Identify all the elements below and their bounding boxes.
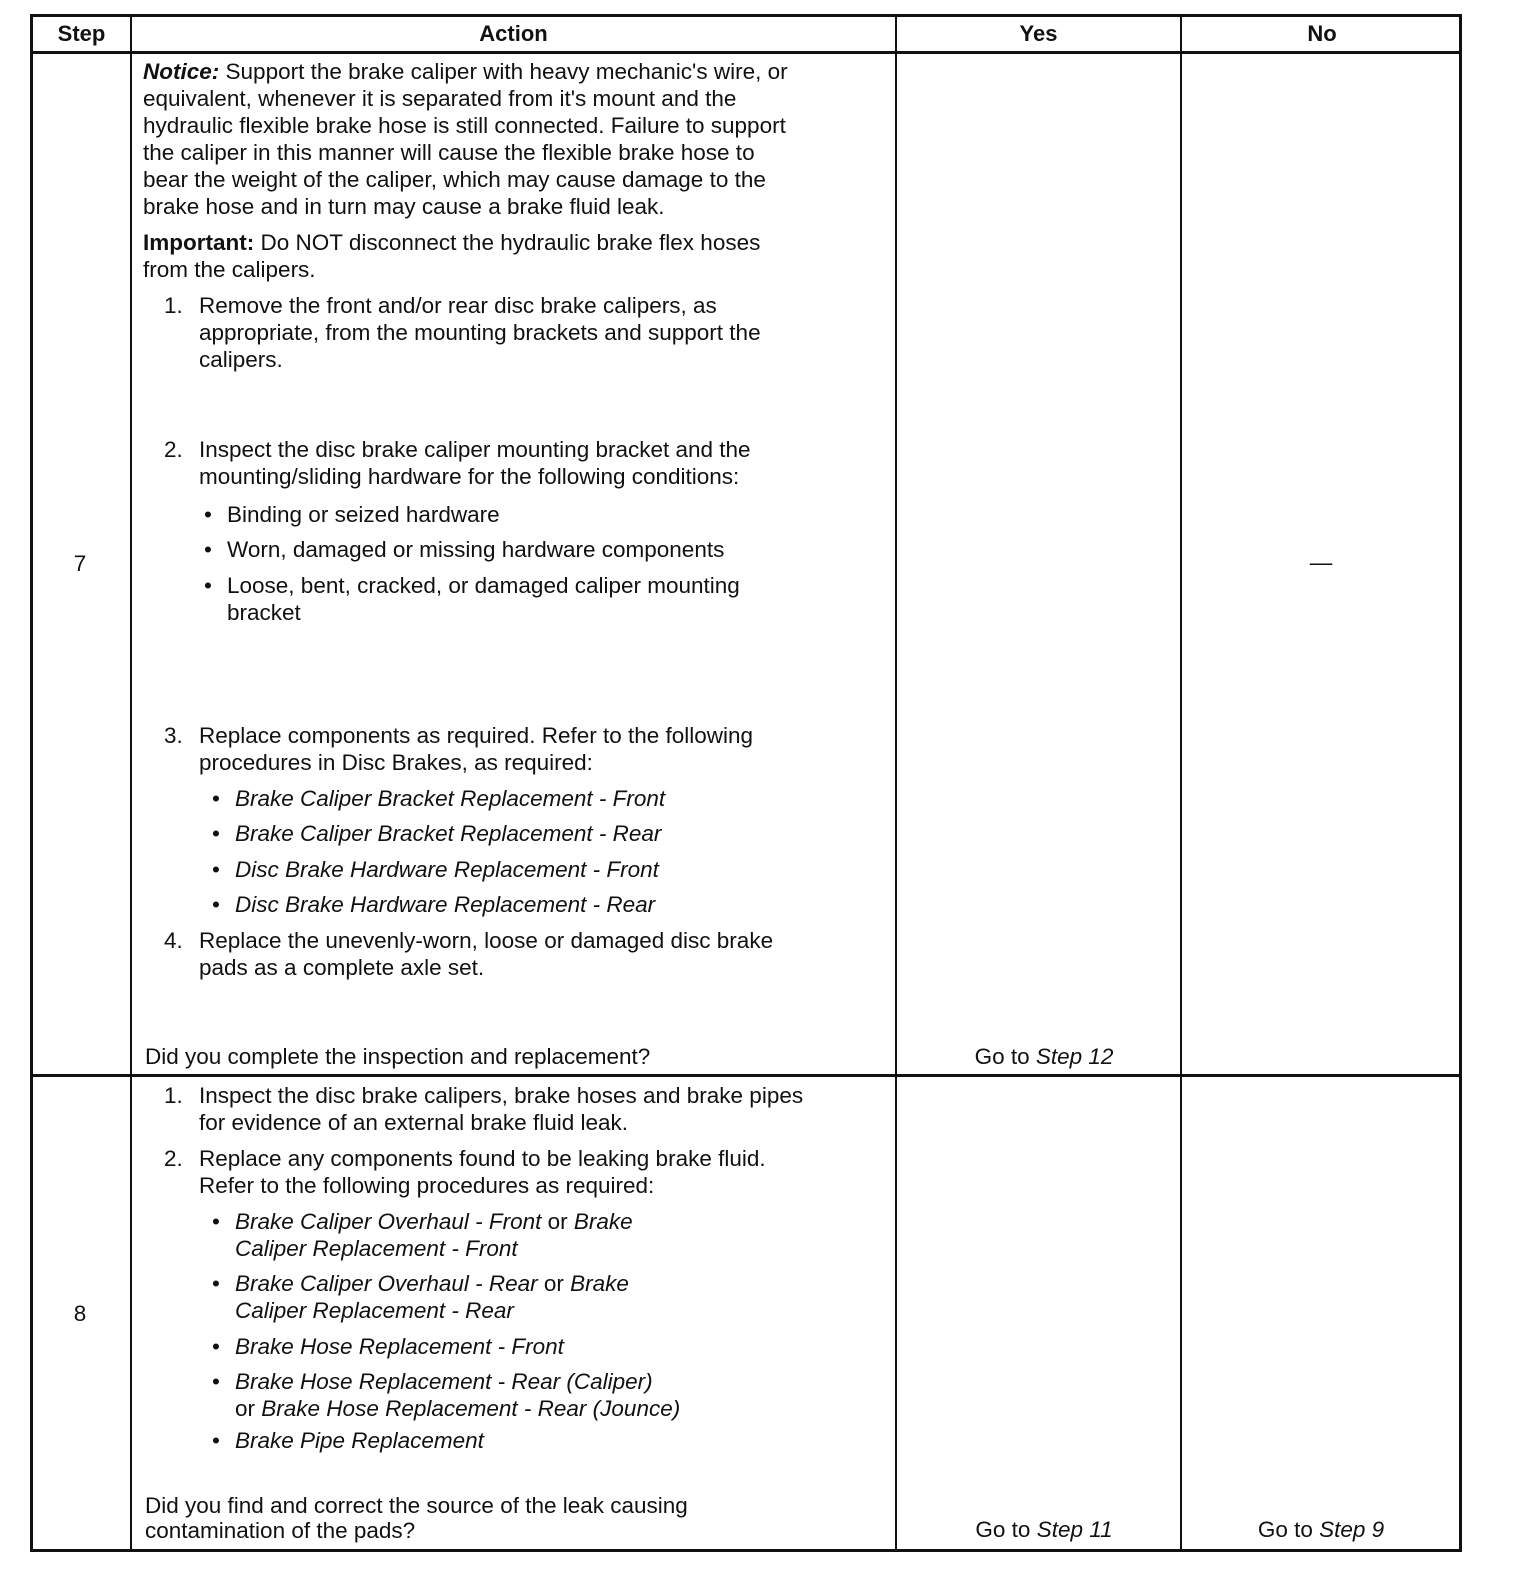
procedure-link: or Brake Hose Replacement - Rear (Jounce) xyxy=(235,1396,681,1421)
list-item-text: pads as a complete axle set. xyxy=(199,955,485,980)
list-number: 1. xyxy=(164,293,183,318)
notice-line: the caliper in this manner will cause the flexible brake hose to xyxy=(143,140,755,165)
bullet-item: Worn, damaged or missing hardware components xyxy=(227,537,725,562)
procedure-link: Brake Hose Replacement - Front xyxy=(235,1334,564,1359)
list-item-text: Replace the unevenly-worn, loose or damaged disc brake xyxy=(199,928,774,953)
list-item-text: mounting/sliding hardware for the following conditions: xyxy=(199,464,740,489)
bullet-icon: • xyxy=(212,1271,220,1296)
bullet-icon: • xyxy=(212,1334,220,1359)
bullet-icon: • xyxy=(204,573,212,598)
procedure-link: Caliper Replacement - Front xyxy=(235,1236,518,1261)
row-divider xyxy=(33,1074,1459,1077)
procedure-link: Brake Caliper Overhaul - Front or Brake xyxy=(235,1209,633,1234)
list-number: 3. xyxy=(164,723,183,748)
notice-label: Notice: xyxy=(143,59,220,84)
list-number: 1. xyxy=(164,1083,183,1108)
list-item-text: Inspect the disc brake calipers, brake hoses and brake pipes xyxy=(199,1083,804,1108)
header-action: Action xyxy=(479,21,548,46)
question: Did you find and correct the source of the leak causing xyxy=(145,1493,688,1518)
procedure-link: Brake Caliper Overhaul - Rear or Brake xyxy=(235,1271,629,1296)
yes-result: Go to Step 11 xyxy=(975,1517,1113,1542)
bullet-icon: • xyxy=(212,1428,220,1453)
yes-result: Go to Step 12 xyxy=(974,1044,1114,1069)
bullet-icon: • xyxy=(212,821,220,846)
procedure-link: Brake Pipe Replacement xyxy=(235,1428,484,1453)
bullet-item: bracket xyxy=(227,600,301,625)
procedure-link: Brake Caliper Bracket Replacement - Front xyxy=(235,786,666,811)
list-number: 2. xyxy=(164,437,183,462)
list-item-text: Replace any components found to be leaking brake fluid. xyxy=(199,1146,766,1171)
list-number: 2. xyxy=(164,1146,183,1171)
notice-line: brake hose and in turn may cause a brake fluid leak. xyxy=(143,194,665,219)
procedure-link: Disc Brake Hardware Replacement - Front xyxy=(235,857,659,882)
bullet-icon: • xyxy=(212,857,220,882)
list-item-text: Remove the front and/or rear disc brake calipers, as xyxy=(199,293,717,318)
list-item-text: Replace components as required. Refer to the following xyxy=(199,723,754,748)
important-label: Important: xyxy=(143,230,255,255)
header-no: No xyxy=(1307,21,1337,46)
procedure-link: Disc Brake Hardware Replacement - Rear xyxy=(235,892,656,917)
bullet-icon: • xyxy=(212,1369,220,1394)
list-item-text: calipers. xyxy=(199,347,283,372)
question: contamination of the pads? xyxy=(145,1518,416,1543)
bullet-icon: • xyxy=(212,786,220,811)
no-result: — xyxy=(1309,550,1333,575)
procedure-link: Caliper Replacement - Rear xyxy=(235,1298,514,1323)
bullet-icon: • xyxy=(212,892,220,917)
column-divider xyxy=(895,17,897,1549)
header-divider xyxy=(33,51,1459,54)
notice-line: equivalent, whenever it is separated from it's mount and the xyxy=(143,86,737,111)
notice-line: Notice: Support the brake caliper with heavy mechanic's wire, or xyxy=(143,59,788,84)
notice-line: bear the weight of the caliper, which may cause damage to the xyxy=(143,167,766,192)
bullet-icon: • xyxy=(204,502,212,527)
bullet-icon: • xyxy=(204,537,212,562)
list-item-text: Inspect the disc brake caliper mounting bracket and the xyxy=(199,437,751,462)
step-number: 7 xyxy=(73,551,87,576)
important-line: from the calipers. xyxy=(143,257,316,282)
bullet-icon: • xyxy=(212,1209,220,1234)
important-line: Important: Do NOT disconnect the hydraulic brake flex hoses xyxy=(143,230,761,255)
header-yes: Yes xyxy=(1019,21,1058,46)
list-item-text: appropriate, from the mounting brackets and support the xyxy=(199,320,761,345)
column-divider xyxy=(1180,17,1182,1549)
procedure-link: Brake Hose Replacement - Rear (Caliper) xyxy=(235,1369,653,1394)
list-number: 4. xyxy=(164,928,183,953)
question: Did you complete the inspection and replacement? xyxy=(145,1044,651,1069)
list-item-text: Refer to the following procedures as required: xyxy=(199,1173,655,1198)
header-step: Step xyxy=(57,21,106,46)
bullet-item: Binding or seized hardware xyxy=(227,502,500,527)
bullet-item: Loose, bent, cracked, or damaged caliper mounting xyxy=(227,573,740,598)
step-number: 8 xyxy=(73,1301,87,1326)
procedure-link: Brake Caliper Bracket Replacement - Rear xyxy=(235,821,662,846)
column-divider xyxy=(130,17,132,1549)
no-result: Go to Step 9 xyxy=(1257,1517,1385,1542)
notice-line: hydraulic flexible brake hose is still connected. Failure to support xyxy=(143,113,786,138)
list-item-text: procedures in Disc Brakes, as required: xyxy=(199,750,593,775)
list-item-text: for evidence of an external brake fluid leak. xyxy=(199,1110,629,1135)
